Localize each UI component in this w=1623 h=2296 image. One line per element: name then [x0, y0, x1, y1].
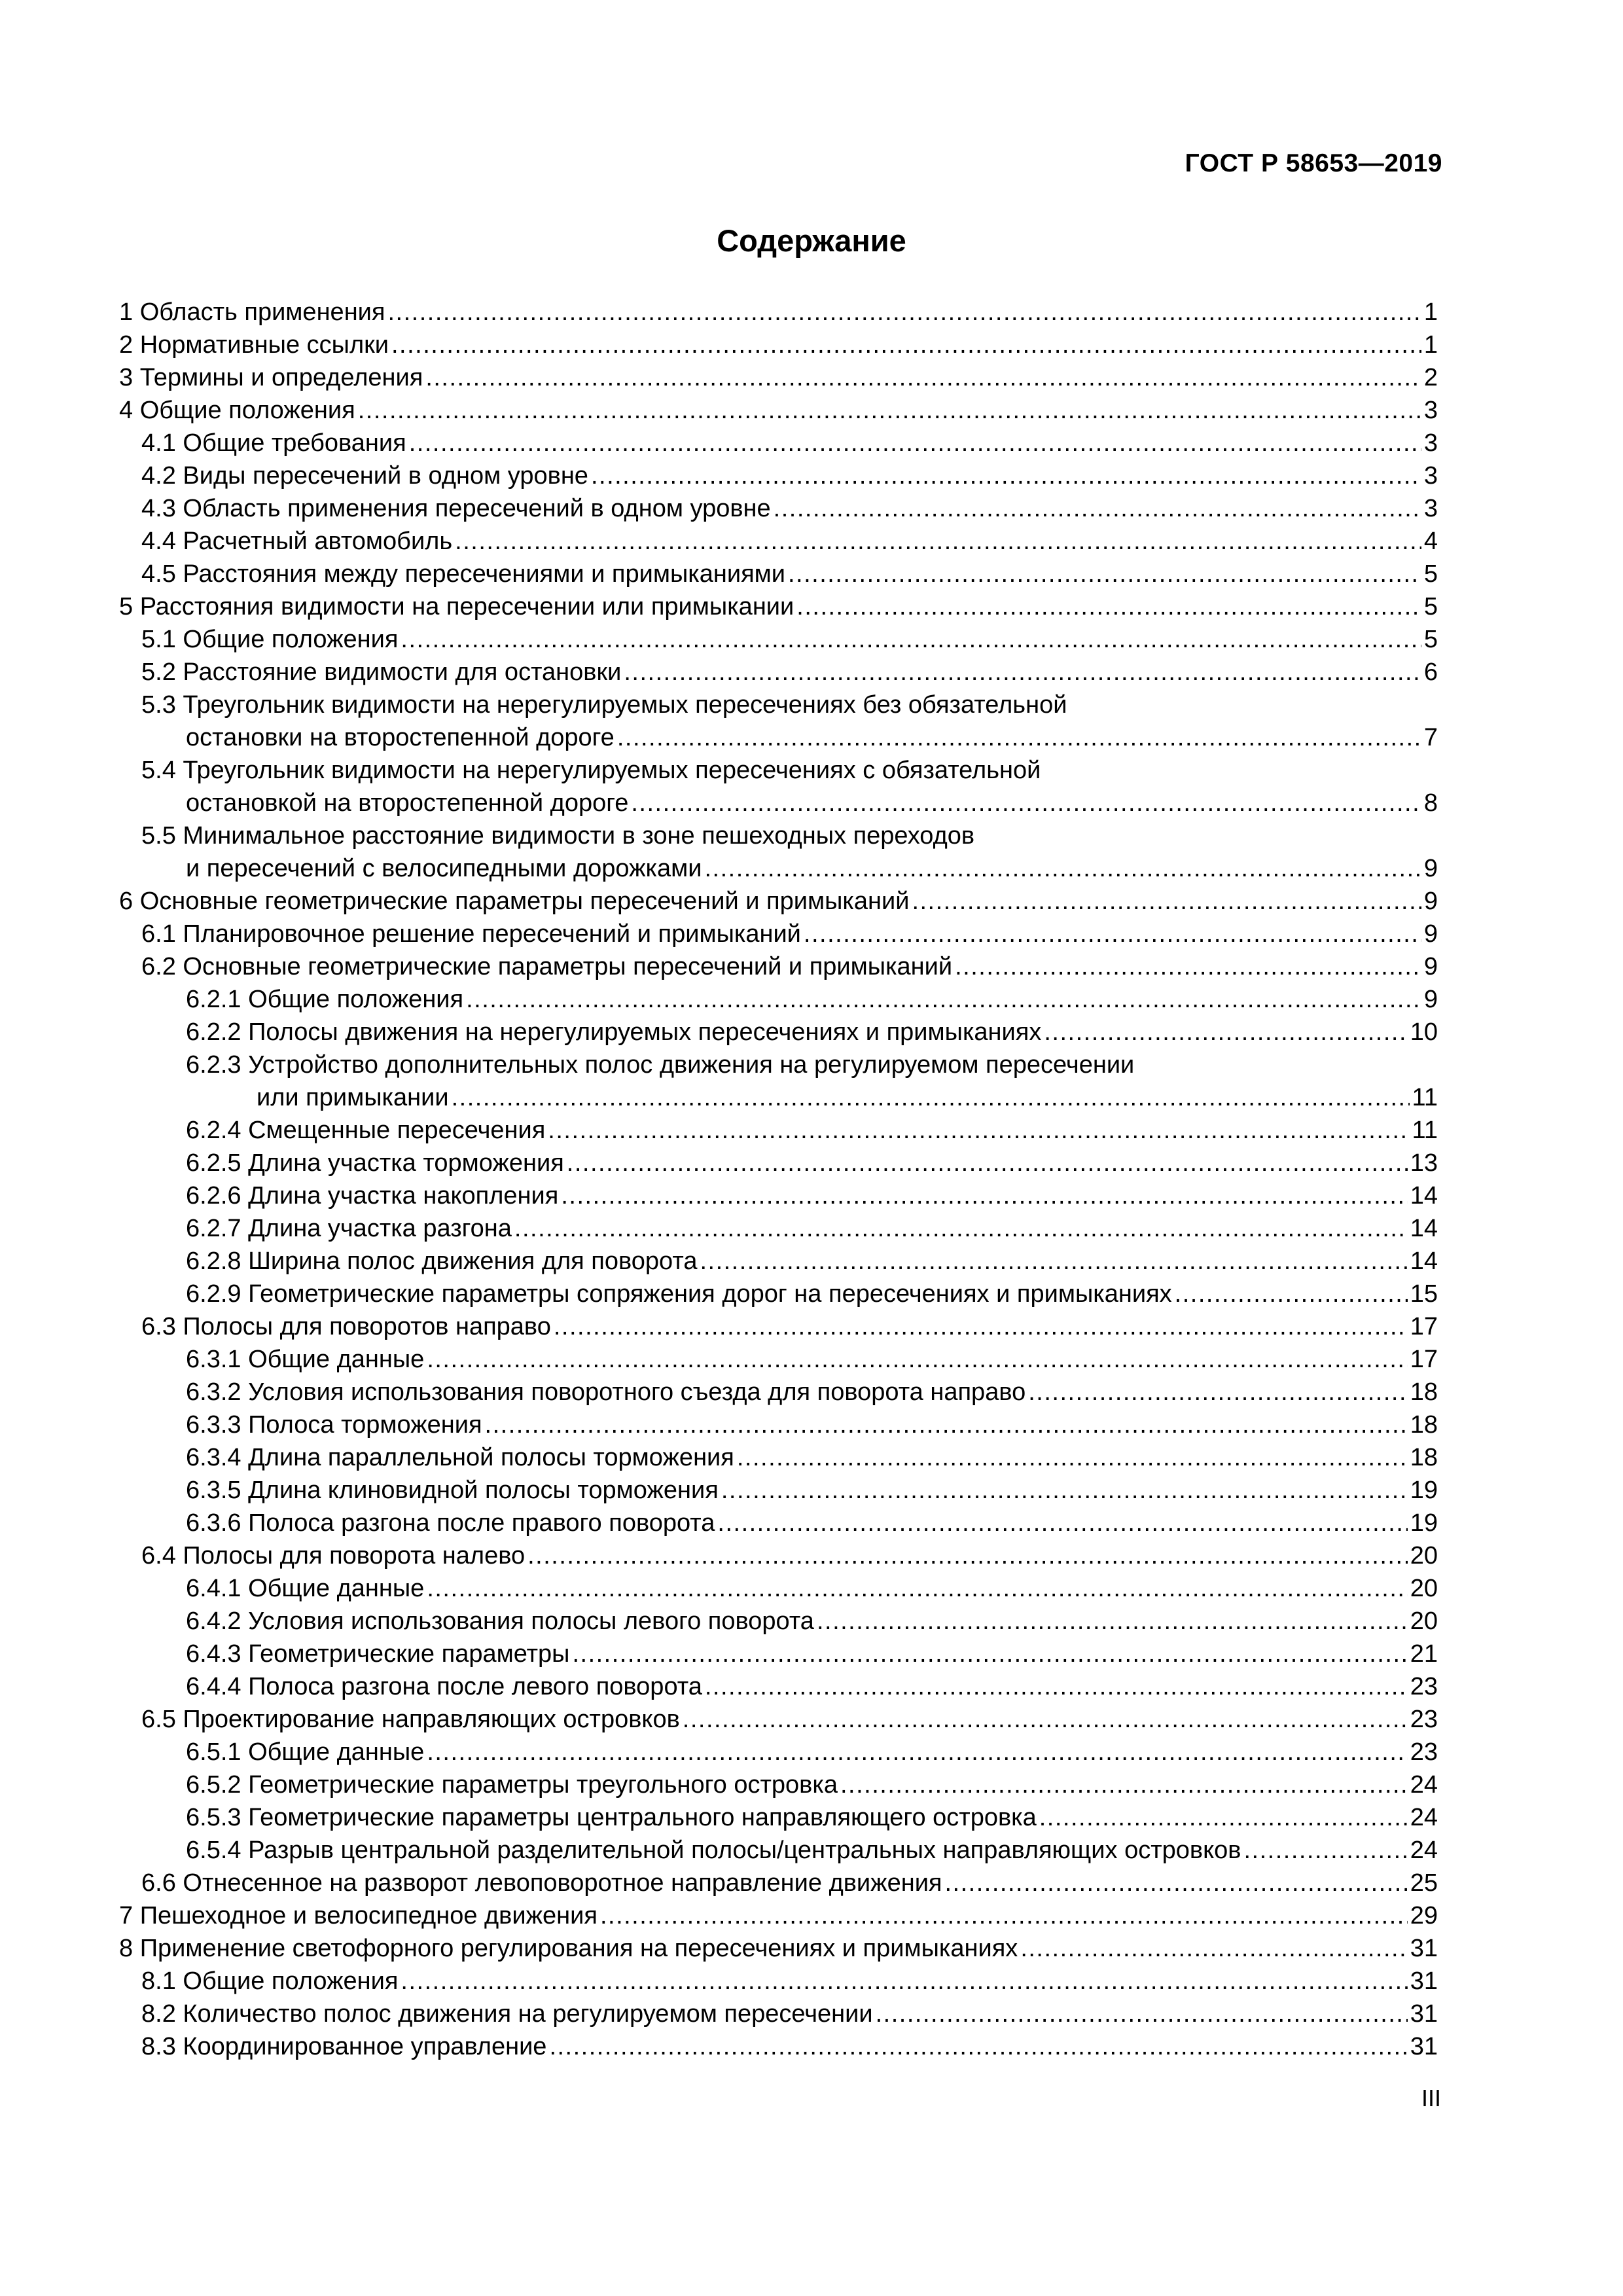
toc-page-number: 3	[1423, 462, 1438, 490]
toc-entry[interactable]	[119, 1212, 1438, 1245]
toc-entry-title: 1 Область применения	[119, 298, 385, 326]
toc-entry[interactable]	[119, 656, 1438, 689]
toc-entry-title: 6.3.2 Условия использования поворотного съезда для поворота направо	[186, 1378, 1026, 1406]
toc-entry-title: 6.4.2 Условия использования полосы левого поворота	[186, 1607, 814, 1635]
dot-leader	[409, 427, 1421, 459]
toc-entry[interactable]	[119, 525, 1438, 558]
dot-leader	[485, 1408, 1408, 1441]
dot-leader	[705, 1670, 1408, 1703]
toc-entry[interactable]	[119, 296, 1438, 329]
toc-entry-title: 8 Применение светофорного регулирования на пересечениях и примыканиях	[119, 1935, 1018, 1962]
toc-entry-title: 6.4.3 Геометрические параметры	[186, 1640, 570, 1668]
toc-entry[interactable]	[119, 1278, 1438, 1310]
toc-entry-title: 6.5.2 Геометрические параметры треугольного островка	[186, 1771, 838, 1799]
toc-entry[interactable]	[119, 918, 1438, 950]
toc-page-number: 19	[1410, 1477, 1438, 1504]
toc-entry[interactable]	[119, 1016, 1438, 1049]
dot-leader	[600, 1899, 1408, 1932]
toc-page-number: 10	[1410, 1018, 1438, 1046]
toc-entry[interactable]	[119, 623, 1438, 656]
toc-entry[interactable]	[119, 983, 1438, 1016]
dot-leader	[700, 1245, 1407, 1278]
toc-page-number: 29	[1410, 1902, 1438, 1929]
toc-page-number: 9	[1423, 953, 1438, 980]
toc-entry[interactable]	[119, 1638, 1438, 1670]
toc-entry-title: 6.2.4 Смещенные пересечения	[186, 1117, 546, 1144]
toc-entry-title-continuation: остановки на второстепенной дороге	[186, 724, 615, 751]
dot-leader	[721, 1474, 1408, 1507]
toc-entry[interactable]	[119, 1114, 1438, 1147]
dot-leader	[425, 361, 1421, 394]
toc-entry-title: 2 Нормативные ссылки	[119, 331, 389, 359]
toc-page-number: 9	[1423, 986, 1438, 1013]
toc-page-number: 3	[1423, 429, 1438, 457]
toc-entry-title: 6.3.1 Общие данные	[186, 1346, 425, 1373]
toc-entry-title: 4.1 Общие требования	[141, 429, 406, 457]
toc-page-number: 1	[1423, 298, 1438, 326]
toc-page-number: 31	[1410, 2000, 1438, 2028]
toc-entry-title-continuation: и пересечений с велосипедными дорожками	[186, 855, 702, 882]
toc-entry-title: 4.3 Область применения пересечений в одном уровне	[141, 495, 771, 522]
toc-page-number: 24	[1410, 1771, 1438, 1799]
toc-entry-title: 5.2 Расстояние видимости для остановки	[141, 658, 622, 686]
toc-entry[interactable]	[119, 1408, 1438, 1441]
dot-leader	[717, 1507, 1407, 1539]
toc-entry-title: 6.6 Отнесенное на разворот левоповоротное направление движения	[141, 1869, 942, 1897]
toc-page-number: 4	[1423, 528, 1438, 555]
dot-leader	[876, 1998, 1408, 2030]
toc-entry-title: 6.3.4 Длина параллельной полосы торможения	[186, 1444, 734, 1471]
dot-leader	[548, 1114, 1409, 1147]
dot-leader	[567, 1147, 1408, 1179]
toc-entry[interactable]	[119, 1965, 1438, 1998]
toc-entry-title: 5 Расстояния видимости на пересечении или примыкании	[119, 593, 794, 620]
dot-leader	[796, 590, 1421, 623]
toc-entry-title: 6.3.3 Полоса торможения	[186, 1411, 482, 1439]
toc-entry-title: 6.2.1 Общие положения	[186, 986, 464, 1013]
dot-leader	[1039, 1801, 1408, 1834]
toc-page-number: 14	[1410, 1182, 1438, 1210]
toc-entry-title: 6.5.1 Общие данные	[186, 1738, 425, 1766]
toc-page-number: 13	[1410, 1149, 1438, 1177]
toc-entry-title: 6 Основные геометрические параметры пересечений и примыканий	[119, 888, 910, 915]
toc-entry[interactable]	[119, 950, 1438, 983]
toc-entry[interactable]	[119, 1539, 1438, 1572]
toc-entry[interactable]	[119, 459, 1438, 492]
toc-entry-title: 6.4.1 Общие данные	[186, 1575, 425, 1602]
toc-page-number: 24	[1410, 1804, 1438, 1831]
toc-page-number: 11	[1412, 1117, 1438, 1144]
dot-leader	[427, 1572, 1407, 1605]
dot-leader	[631, 787, 1421, 819]
toc-entry[interactable]	[119, 885, 1438, 918]
toc-entry[interactable]	[119, 819, 1438, 885]
dot-leader	[617, 721, 1421, 754]
dot-leader	[591, 459, 1421, 492]
toc-entry[interactable]	[119, 492, 1438, 525]
page-number: III	[1421, 2085, 1441, 2111]
toc-entry-title: 6.2.8 Ширина полос движения для поворота	[186, 1247, 698, 1275]
toc-page-number: 14	[1410, 1247, 1438, 1275]
dot-leader	[817, 1605, 1408, 1638]
toc-entry[interactable]	[119, 590, 1438, 623]
toc-page-number: 9	[1423, 920, 1438, 948]
dot-leader	[788, 558, 1421, 590]
toc-page-number: 21	[1410, 1640, 1438, 1668]
toc-entry[interactable]	[119, 1147, 1438, 1179]
toc-entry[interactable]	[119, 558, 1438, 590]
toc-page-number: 31	[1410, 1935, 1438, 1962]
toc-entry-title: 4.5 Расстояния между пересечениями и примыканиями	[141, 560, 785, 588]
toc-entry-title: 6.2.9 Геометрические параметры сопряжения дорог на пересечениях и примыканиях	[186, 1280, 1172, 1308]
toc-entry[interactable]	[119, 2030, 1438, 2063]
toc-entry-title: 6.3.5 Длина клиновидной полосы торможения	[186, 1477, 719, 1504]
dot-leader	[912, 885, 1421, 918]
dot-leader	[945, 1867, 1408, 1899]
toc-entry-title: 8.1 Общие положения	[141, 1967, 399, 1995]
dot-leader	[1020, 1932, 1407, 1965]
document-code: ГОСТ Р 58653—2019	[1185, 149, 1442, 177]
toc-entry[interactable]	[119, 394, 1438, 427]
dot-leader	[704, 852, 1421, 885]
table-of-contents	[119, 296, 1438, 2063]
toc-entry-title: 4.4 Расчетный автомобиль	[141, 528, 453, 555]
toc-page-number: 24	[1410, 1837, 1438, 1864]
toc-page-number: 20	[1410, 1607, 1438, 1635]
toc-page-number: 1	[1423, 331, 1438, 359]
toc-entry-title: 7 Пешеходное и велосипедное движения	[119, 1902, 597, 1929]
toc-entry-title: 6.5.3 Геометрические параметры центрального направляющего островка	[186, 1804, 1037, 1831]
page-title: Содержание	[717, 223, 906, 258]
toc-entry-title: 6.5.4 Разрыв центральной разделительной полосы/центральных направляющих островков	[186, 1837, 1241, 1864]
toc-page-number: 15	[1410, 1280, 1438, 1308]
toc-page-number: 5	[1423, 626, 1438, 653]
toc-entry[interactable]	[119, 1899, 1438, 1932]
toc-page-number: 31	[1410, 1967, 1438, 1995]
toc-page-number: 6	[1423, 658, 1438, 686]
toc-entry-title: 6.2.6 Длина участка накопления	[186, 1182, 559, 1210]
toc-entry-title: 6.2.5 Длина участка торможения	[186, 1149, 564, 1177]
dot-leader	[466, 983, 1421, 1016]
toc-entry[interactable]	[119, 1245, 1438, 1278]
toc-page-number: 9	[1423, 855, 1438, 882]
toc-entry[interactable]	[119, 1572, 1438, 1605]
dot-leader	[774, 492, 1421, 525]
toc-entry[interactable]	[119, 1801, 1438, 1834]
dot-leader	[1175, 1278, 1408, 1310]
toc-page-number: 25	[1410, 1869, 1438, 1897]
toc-entry-title: 6.2.7 Длина участка разгона	[186, 1215, 512, 1242]
toc-page-number: 17	[1410, 1313, 1438, 1340]
toc-page-number: 18	[1410, 1378, 1438, 1406]
toc-entry-title: 4.2 Виды пересечений в одном уровне	[141, 462, 588, 490]
toc-entry[interactable]	[119, 1736, 1438, 1768]
toc-entry-title: 5.5 Минимальное расстояние видимости в зоне пешеходных переходов	[141, 822, 975, 850]
toc-entry[interactable]	[119, 1932, 1438, 1965]
toc-entry[interactable]	[119, 1474, 1438, 1507]
toc-entry-title: 4 Общие положения	[119, 397, 355, 424]
toc-entry[interactable]	[119, 1179, 1438, 1212]
toc-page-number: 9	[1423, 888, 1438, 915]
toc-entry-title: 5.1 Общие положения	[141, 626, 399, 653]
toc-entry-title-continuation: остановкой на второстепенной дороге	[186, 789, 629, 817]
toc-page-number: 7	[1423, 724, 1438, 751]
toc-page-number: 18	[1410, 1444, 1438, 1471]
toc-entry-title: 3 Термины и определения	[119, 364, 423, 391]
toc-page-number: 11	[1412, 1084, 1438, 1111]
dot-leader	[401, 1965, 1407, 1998]
toc-entry-title: 6.3 Полосы для поворотов направо	[141, 1313, 551, 1340]
toc-page-number: 23	[1410, 1673, 1438, 1700]
toc-entry-title: 6.2 Основные геометрические параметры пересечений и примыканий	[141, 953, 953, 980]
toc-entry[interactable]	[119, 1998, 1438, 2030]
toc-entry[interactable]	[119, 754, 1438, 819]
dot-leader	[358, 394, 1421, 427]
dot-leader	[401, 623, 1421, 656]
toc-entry-title: 6.2.2 Полосы движения на нерегулируемых пересечениях и примыканиях	[186, 1018, 1042, 1046]
toc-entry[interactable]	[119, 427, 1438, 459]
toc-entry-title: 5.3 Треугольник видимости на нерегулируемых пересечениях без обязательной	[141, 691, 1067, 719]
dot-leader	[452, 1081, 1410, 1114]
dot-leader	[549, 2030, 1407, 2063]
dot-leader	[387, 296, 1421, 329]
toc-page-number: 5	[1423, 593, 1438, 620]
toc-page-number: 5	[1423, 560, 1438, 588]
toc-entry[interactable]	[119, 1834, 1438, 1867]
toc-entry[interactable]	[119, 1441, 1438, 1474]
dot-leader	[554, 1310, 1408, 1343]
dot-leader	[391, 329, 1421, 361]
dot-leader	[427, 1736, 1407, 1768]
toc-page-number: 20	[1410, 1575, 1438, 1602]
dot-leader	[1243, 1834, 1407, 1867]
toc-entry[interactable]	[119, 361, 1438, 394]
dot-leader	[572, 1638, 1407, 1670]
toc-entry[interactable]	[119, 1605, 1438, 1638]
toc-entry[interactable]	[119, 689, 1438, 754]
toc-page-number: 3	[1423, 495, 1438, 522]
toc-page-number: 2	[1423, 364, 1438, 391]
toc-entry[interactable]	[119, 1376, 1438, 1408]
toc-entry-title: 6.4.4 Полоса разгона после левого поворота	[186, 1673, 702, 1700]
toc-entry[interactable]	[119, 1049, 1438, 1114]
toc-entry-title-continuation: или примыкании	[257, 1084, 449, 1111]
toc-page-number: 14	[1410, 1215, 1438, 1242]
toc-page-number: 31	[1410, 2033, 1438, 2060]
toc-page-number: 23	[1410, 1738, 1438, 1766]
toc-page-number: 20	[1410, 1542, 1438, 1570]
dot-leader	[737, 1441, 1408, 1474]
dot-leader	[955, 950, 1421, 983]
toc-entry[interactable]	[119, 1768, 1438, 1801]
toc-entry-title: 6.4 Полосы для поворота налево	[141, 1542, 526, 1570]
dot-leader	[1044, 1016, 1407, 1049]
toc-entry[interactable]	[119, 1343, 1438, 1376]
toc-entry-title: 8.2 Количество полос движения на регулируемом пересечении	[141, 2000, 873, 2028]
dot-leader	[527, 1539, 1408, 1572]
toc-entry[interactable]	[119, 1703, 1438, 1736]
toc-page-number: 23	[1410, 1706, 1438, 1733]
toc-page-number: 18	[1410, 1411, 1438, 1439]
dot-leader	[427, 1343, 1407, 1376]
dot-leader	[624, 656, 1421, 689]
toc-page-number: 3	[1423, 397, 1438, 424]
dot-leader	[561, 1179, 1407, 1212]
toc-entry[interactable]	[119, 329, 1438, 361]
toc-entry-title: 6.3.6 Полоса разгона после правого поворота	[186, 1509, 715, 1537]
dot-leader	[514, 1212, 1408, 1245]
toc-page-number: 19	[1410, 1509, 1438, 1537]
toc-entry[interactable]	[119, 1507, 1438, 1539]
dot-leader	[683, 1703, 1408, 1736]
toc-entry[interactable]	[119, 1867, 1438, 1899]
toc-entry[interactable]	[119, 1310, 1438, 1343]
toc-entry[interactable]	[119, 1670, 1438, 1703]
toc-entry-title: 6.2.3 Устройство дополнительных полос движения на регулируемом пересечении	[186, 1051, 1135, 1079]
dot-leader	[455, 525, 1421, 558]
toc-entry-title: 5.4 Треугольник видимости на нерегулируемых пересечениях с обязательной	[141, 757, 1041, 784]
toc-entry-title: 8.3 Координированное управление	[141, 2033, 547, 2060]
dot-leader	[1028, 1376, 1407, 1408]
dot-leader	[840, 1768, 1408, 1801]
toc-entry-title: 6.5 Проектирование направляющих островков	[141, 1706, 680, 1733]
toc-entry-title: 6.1 Планировочное решение пересечений и примыканий	[141, 920, 801, 948]
dot-leader	[804, 918, 1421, 950]
toc-page-number: 8	[1423, 789, 1438, 817]
toc-page-number: 17	[1410, 1346, 1438, 1373]
